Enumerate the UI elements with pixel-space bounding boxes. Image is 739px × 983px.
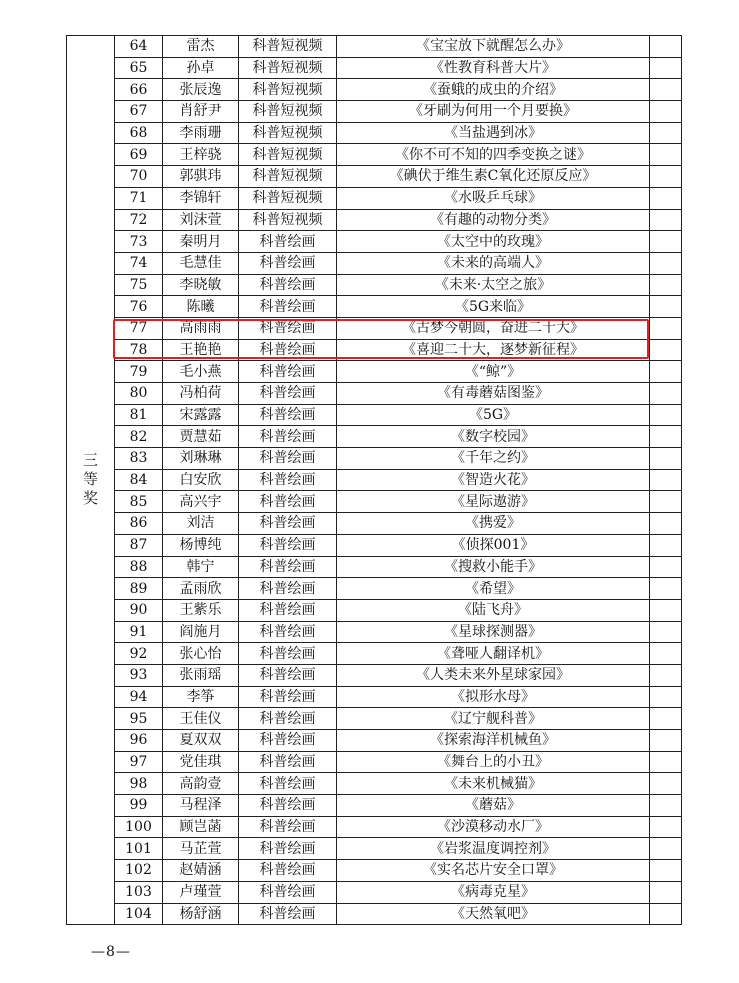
winner-name: 赵婧涵 xyxy=(163,860,239,882)
table-row xyxy=(67,578,682,600)
winner-name: 贾慧茹 xyxy=(163,426,239,448)
work-category: 科普短视频 xyxy=(239,101,337,123)
table-row xyxy=(67,122,682,144)
work-category: 科普绘画 xyxy=(239,643,337,665)
blank-cell xyxy=(650,187,682,209)
row-number: 79 xyxy=(115,361,163,383)
winner-name: 毛小燕 xyxy=(163,361,239,383)
work-category: 科普绘画 xyxy=(239,296,337,318)
winner-name: 李雨珊 xyxy=(163,122,239,144)
blank-cell xyxy=(650,773,682,795)
work-title: 《水吸乒乓球》 xyxy=(337,187,650,209)
winner-name: 白安欣 xyxy=(163,469,239,491)
table-row xyxy=(67,317,682,339)
blank-cell xyxy=(650,448,682,470)
table-row xyxy=(67,599,682,621)
blank-cell xyxy=(650,881,682,903)
work-category: 科普绘画 xyxy=(239,599,337,621)
blank-cell xyxy=(650,101,682,123)
row-number: 103 xyxy=(115,881,163,903)
blank-cell xyxy=(650,664,682,686)
work-title: 《携爱》 xyxy=(337,513,650,535)
table-row xyxy=(67,730,682,752)
winner-name: 高兴宇 xyxy=(163,491,239,513)
row-number: 80 xyxy=(115,383,163,405)
winner-name: 杨博纯 xyxy=(163,534,239,556)
table-row xyxy=(67,252,682,274)
work-category: 科普绘画 xyxy=(239,361,337,383)
table-row xyxy=(67,339,682,361)
winner-name: 刘沫萱 xyxy=(163,209,239,231)
row-number: 85 xyxy=(115,491,163,513)
table-row xyxy=(67,101,682,123)
table-row xyxy=(67,556,682,578)
work-category: 科普绘画 xyxy=(239,881,337,903)
row-number: 99 xyxy=(115,795,163,817)
blank-cell xyxy=(650,491,682,513)
row-number: 101 xyxy=(115,838,163,860)
table-row xyxy=(67,469,682,491)
winner-name: 毛慧佳 xyxy=(163,252,239,274)
work-category: 科普绘画 xyxy=(239,426,337,448)
blank-cell xyxy=(650,122,682,144)
row-number: 90 xyxy=(115,599,163,621)
table-row xyxy=(67,513,682,535)
blank-cell xyxy=(650,166,682,188)
row-number: 92 xyxy=(115,643,163,665)
table-row xyxy=(67,448,682,470)
work-category: 科普绘画 xyxy=(239,274,337,296)
row-number: 67 xyxy=(115,101,163,123)
row-number: 97 xyxy=(115,751,163,773)
work-title: 《碘伏于维生素C氧化还原反应》 xyxy=(337,166,650,188)
work-title: 《岩浆温度调控剂》 xyxy=(337,838,650,860)
blank-cell xyxy=(650,361,682,383)
work-title: 《性教育科普大片》 xyxy=(337,57,650,79)
blank-cell xyxy=(650,686,682,708)
row-number: 91 xyxy=(115,621,163,643)
blank-cell xyxy=(650,534,682,556)
winner-name: 夏双双 xyxy=(163,730,239,752)
winner-name: 顾岂菡 xyxy=(163,816,239,838)
work-title: 《古梦今朝圆，奋进二十大》 xyxy=(337,317,650,339)
work-category: 科普绘画 xyxy=(239,795,337,817)
work-title: 《5G来临》 xyxy=(337,296,650,318)
work-title: 《病毒克星》 xyxy=(337,881,650,903)
row-number: 89 xyxy=(115,578,163,600)
awards-table-body xyxy=(67,36,682,925)
work-category: 科普绘画 xyxy=(239,556,337,578)
winner-name: 李锦轩 xyxy=(163,187,239,209)
winner-name: 雷杰 xyxy=(163,36,239,58)
row-number: 81 xyxy=(115,404,163,426)
work-category: 科普绘画 xyxy=(239,469,337,491)
work-title: 《拟形水母》 xyxy=(337,686,650,708)
work-title: 《星球探测器》 xyxy=(337,621,650,643)
table-row xyxy=(67,404,682,426)
work-category: 科普绘画 xyxy=(239,339,337,361)
work-title: 《探索海洋机械鱼》 xyxy=(337,730,650,752)
blank-cell xyxy=(650,860,682,882)
row-number: 102 xyxy=(115,860,163,882)
table-row xyxy=(67,686,682,708)
work-category: 科普绘画 xyxy=(239,317,337,339)
winner-name: 刘洁 xyxy=(163,513,239,535)
work-title: 《辽宁舰科普》 xyxy=(337,708,650,730)
winner-name: 马程泽 xyxy=(163,795,239,817)
work-title: 《舞台上的小丑》 xyxy=(337,751,650,773)
work-title: 《实名芯片安全口罩》 xyxy=(337,860,650,882)
row-number: 66 xyxy=(115,79,163,101)
winner-name: 陈曦 xyxy=(163,296,239,318)
table-row xyxy=(67,166,682,188)
row-number: 74 xyxy=(115,252,163,274)
row-number: 75 xyxy=(115,274,163,296)
work-title: 《宝宝放下就醒怎么办》 xyxy=(337,36,650,58)
work-title: 《搜救小能手》 xyxy=(337,556,650,578)
work-title: 《聋哑人翻译机》 xyxy=(337,643,650,665)
blank-cell xyxy=(650,252,682,274)
work-category: 科普绘画 xyxy=(239,860,337,882)
winner-name: 肖舒尹 xyxy=(163,101,239,123)
table-row xyxy=(67,816,682,838)
row-number: 68 xyxy=(115,122,163,144)
row-number: 71 xyxy=(115,187,163,209)
work-category: 科普绘画 xyxy=(239,816,337,838)
blank-cell xyxy=(650,339,682,361)
blank-cell xyxy=(650,816,682,838)
blank-cell xyxy=(650,556,682,578)
table-row xyxy=(67,903,682,925)
winner-name: 张心怡 xyxy=(163,643,239,665)
table-row xyxy=(67,187,682,209)
work-category: 科普绘画 xyxy=(239,903,337,925)
winner-name: 张雨瑶 xyxy=(163,664,239,686)
row-number: 98 xyxy=(115,773,163,795)
work-category: 科普短视频 xyxy=(239,187,337,209)
table-row xyxy=(67,274,682,296)
table-row xyxy=(67,773,682,795)
table-row xyxy=(67,860,682,882)
winner-name: 王梓骁 xyxy=(163,144,239,166)
award-level-label: 三等奖 xyxy=(82,451,98,508)
work-category: 科普短视频 xyxy=(239,209,337,231)
blank-cell xyxy=(650,578,682,600)
blank-cell xyxy=(650,708,682,730)
page-number: —8— xyxy=(91,944,131,960)
blank-cell xyxy=(650,751,682,773)
winner-name: 高韵壹 xyxy=(163,773,239,795)
work-title: 《喜迎二十大，逐梦新征程》 xyxy=(337,339,650,361)
blank-cell xyxy=(650,231,682,253)
winner-name: 孟雨欣 xyxy=(163,578,239,600)
blank-cell xyxy=(650,643,682,665)
row-number: 69 xyxy=(115,144,163,166)
blank-cell xyxy=(650,838,682,860)
winner-name: 王佳仪 xyxy=(163,708,239,730)
winner-name: 秦明月 xyxy=(163,231,239,253)
blank-cell xyxy=(650,383,682,405)
work-category: 科普绘画 xyxy=(239,686,337,708)
winner-name: 阎施月 xyxy=(163,621,239,643)
blank-cell xyxy=(650,621,682,643)
awards-table xyxy=(66,35,682,925)
blank-cell xyxy=(650,404,682,426)
row-number: 93 xyxy=(115,664,163,686)
work-title: 《有毒蘑菇图鉴》 xyxy=(337,383,650,405)
winner-name: 马芷萱 xyxy=(163,838,239,860)
winner-name: 孙卓 xyxy=(163,57,239,79)
work-category: 科普绘画 xyxy=(239,773,337,795)
work-title: 《太空中的玫瑰》 xyxy=(337,231,650,253)
work-category: 科普短视频 xyxy=(239,57,337,79)
blank-cell xyxy=(650,426,682,448)
winner-name: 张辰逸 xyxy=(163,79,239,101)
table-row xyxy=(67,296,682,318)
row-number: 65 xyxy=(115,57,163,79)
row-number: 72 xyxy=(115,209,163,231)
work-category: 科普绘画 xyxy=(239,491,337,513)
work-title: 《你不可不知的四季变换之谜》 xyxy=(337,144,650,166)
blank-cell xyxy=(650,513,682,535)
row-number: 70 xyxy=(115,166,163,188)
table-row xyxy=(67,57,682,79)
work-category: 科普绘画 xyxy=(239,578,337,600)
table-row xyxy=(67,426,682,448)
work-title: 《天然氧吧》 xyxy=(337,903,650,925)
work-title: 《千年之约》 xyxy=(337,448,650,470)
row-number: 82 xyxy=(115,426,163,448)
work-title: 《当盐遇到冰》 xyxy=(337,122,650,144)
row-number: 87 xyxy=(115,534,163,556)
blank-cell xyxy=(650,469,682,491)
award-level-cell xyxy=(67,36,115,925)
work-title: 《有趣的动物分类》 xyxy=(337,209,650,231)
work-category: 科普短视频 xyxy=(239,166,337,188)
table-row xyxy=(67,621,682,643)
row-number: 88 xyxy=(115,556,163,578)
blank-cell xyxy=(650,36,682,58)
blank-cell xyxy=(650,903,682,925)
work-category: 科普短视频 xyxy=(239,122,337,144)
work-category: 科普短视频 xyxy=(239,36,337,58)
work-category: 科普绘画 xyxy=(239,231,337,253)
work-category: 科普绘画 xyxy=(239,513,337,535)
work-title: 《“鲸”》 xyxy=(337,361,650,383)
work-title: 《数字校园》 xyxy=(337,426,650,448)
work-title: 《未来机械猫》 xyxy=(337,773,650,795)
table-row xyxy=(67,36,682,58)
winner-name: 刘琳琳 xyxy=(163,448,239,470)
table-row xyxy=(67,643,682,665)
blank-cell xyxy=(650,296,682,318)
work-category: 科普绘画 xyxy=(239,534,337,556)
winner-name: 王紫乐 xyxy=(163,599,239,621)
work-title: 《未来·太空之旅》 xyxy=(337,274,650,296)
table-row xyxy=(67,383,682,405)
blank-cell xyxy=(650,730,682,752)
work-category: 科普绘画 xyxy=(239,448,337,470)
blank-cell xyxy=(650,57,682,79)
table-row xyxy=(67,708,682,730)
winner-name: 冯柏荷 xyxy=(163,383,239,405)
table-row xyxy=(67,751,682,773)
work-title: 《牙刷为何用一个月要换》 xyxy=(337,101,650,123)
table-row xyxy=(67,664,682,686)
work-title: 《希望》 xyxy=(337,578,650,600)
work-title: 《沙漠移动水厂》 xyxy=(337,816,650,838)
row-number: 94 xyxy=(115,686,163,708)
table-row xyxy=(67,534,682,556)
blank-cell xyxy=(650,79,682,101)
work-category: 科普绘画 xyxy=(239,252,337,274)
row-number: 86 xyxy=(115,513,163,535)
work-title: 《蚕蛾的成虫的介绍》 xyxy=(337,79,650,101)
work-title: 《星际遨游》 xyxy=(337,491,650,513)
work-title: 《5G》 xyxy=(337,404,650,426)
work-title: 《智造火花》 xyxy=(337,469,650,491)
row-number: 64 xyxy=(115,36,163,58)
work-title: 《未来的高端人》 xyxy=(337,252,650,274)
work-title: 《人类未来外星球家园》 xyxy=(337,664,650,686)
blank-cell xyxy=(650,274,682,296)
work-category: 科普绘画 xyxy=(239,708,337,730)
winner-name: 郭骐玮 xyxy=(163,166,239,188)
work-category: 科普绘画 xyxy=(239,730,337,752)
work-category: 科普绘画 xyxy=(239,838,337,860)
row-number: 96 xyxy=(115,730,163,752)
work-category: 科普短视频 xyxy=(239,144,337,166)
winner-name: 党佳琪 xyxy=(163,751,239,773)
blank-cell xyxy=(650,795,682,817)
table-row xyxy=(67,209,682,231)
table-row xyxy=(67,838,682,860)
winner-name: 宋露露 xyxy=(163,404,239,426)
table-row xyxy=(67,361,682,383)
blank-cell xyxy=(650,209,682,231)
winner-name: 卢瑾萱 xyxy=(163,881,239,903)
row-number: 104 xyxy=(115,903,163,925)
blank-cell xyxy=(650,144,682,166)
winner-name: 王艳艳 xyxy=(163,339,239,361)
work-category: 科普绘画 xyxy=(239,664,337,686)
table-row xyxy=(67,795,682,817)
winner-name: 韩宁 xyxy=(163,556,239,578)
table-row xyxy=(67,491,682,513)
row-number: 95 xyxy=(115,708,163,730)
row-number: 83 xyxy=(115,448,163,470)
work-category: 科普绘画 xyxy=(239,404,337,426)
winner-name: 李筝 xyxy=(163,686,239,708)
winner-name: 高雨雨 xyxy=(163,317,239,339)
row-number: 77 xyxy=(115,317,163,339)
work-category: 科普绘画 xyxy=(239,383,337,405)
row-number: 100 xyxy=(115,816,163,838)
table-row xyxy=(67,79,682,101)
work-title: 《侦探001》 xyxy=(337,534,650,556)
work-category: 科普绘画 xyxy=(239,621,337,643)
row-number: 73 xyxy=(115,231,163,253)
row-number: 84 xyxy=(115,469,163,491)
table-row xyxy=(67,231,682,253)
row-number: 78 xyxy=(115,339,163,361)
winner-name: 杨舒涵 xyxy=(163,903,239,925)
work-title: 《陆飞舟》 xyxy=(337,599,650,621)
work-title: 《蘑菇》 xyxy=(337,795,650,817)
blank-cell xyxy=(650,599,682,621)
work-category: 科普短视频 xyxy=(239,79,337,101)
winner-name: 李晓敏 xyxy=(163,274,239,296)
row-number: 76 xyxy=(115,296,163,318)
work-category: 科普绘画 xyxy=(239,751,337,773)
blank-cell xyxy=(650,317,682,339)
table-row xyxy=(67,144,682,166)
table-row xyxy=(67,881,682,903)
